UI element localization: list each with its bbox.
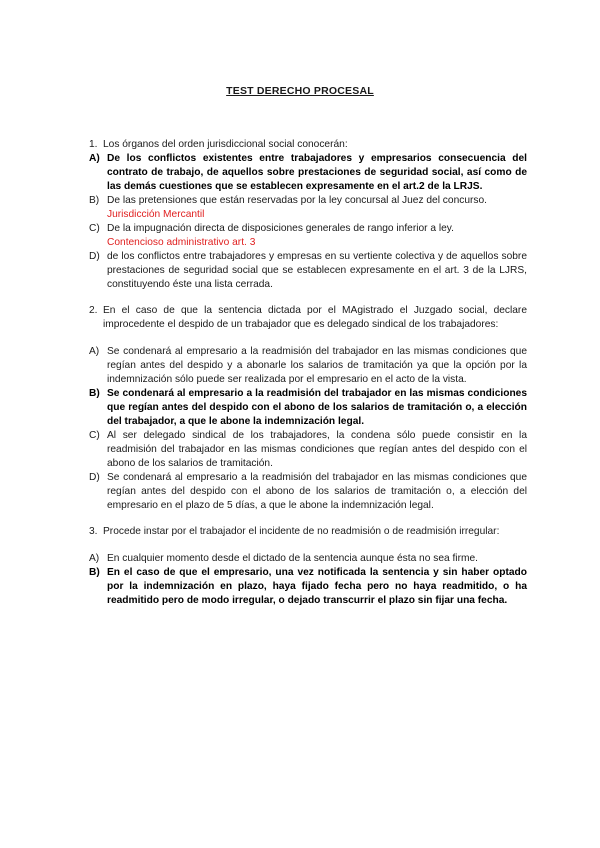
option-label: C) bbox=[89, 430, 100, 441]
option-label: B) bbox=[89, 567, 100, 578]
question-number: 1. bbox=[89, 139, 98, 150]
question-2 bbox=[89, 304, 527, 332]
option-text: Se condenará al empresario a la readmisión del trabajador en las mismas condiciones que regían antes del despido con el abono de los salarios de tramitación o, a elección del empresario en el plazo de 5 días, a que le abone la indemnización legal. bbox=[107, 472, 527, 511]
option-label: A) bbox=[89, 553, 100, 564]
option-text: En cualquier momento desde el dictado de la sentencia aunque ésta no sea firme. bbox=[107, 553, 478, 564]
question-1 bbox=[89, 138, 527, 152]
option-3a bbox=[89, 552, 527, 566]
answer-note: Contencioso administrativo art. 3 bbox=[107, 237, 256, 248]
option-text: Se condenará al empresario a la readmisión del trabajador en las mismas condiciones que regían antes del despido y a abonarle los salarios de tramitación ya que la opción por la indemnización sólo puede ser realizada por el empresario en el acto de la vista. bbox=[107, 346, 527, 385]
option-1d bbox=[89, 250, 527, 292]
option-2d bbox=[89, 471, 527, 513]
option-body bbox=[107, 194, 527, 222]
option-text: De los conflictos existentes entre trabajadores y empresarios consecuencia del contrato de trabajo, de aquellos sobre prestaciones de seguridad social, así como de las demás cuestiones que se establecen expresamente en el art.2 de la LRJS. bbox=[107, 153, 527, 192]
document-body bbox=[89, 138, 527, 608]
answer-note: Jurisdicción Mercantil bbox=[107, 209, 205, 220]
option-text: De la impugnación directa de disposiciones generales de rango inferior a ley. bbox=[107, 223, 454, 234]
option-label: B) bbox=[89, 195, 100, 206]
option-label: A) bbox=[89, 346, 100, 357]
option-2c bbox=[89, 429, 527, 471]
question-number: 3. bbox=[89, 526, 98, 537]
question-3 bbox=[89, 525, 527, 539]
option-1b bbox=[89, 194, 527, 222]
option-2a bbox=[89, 345, 527, 387]
option-text: Se condenará al empresario a la readmisión del trabajador en las mismas condiciones que regían antes del despido con el abono de los salarios de tramitación o, a elección del trabajador, a que le abone la indemnización legal. bbox=[107, 388, 527, 427]
document-title: TEST DERECHO PROCESAL bbox=[226, 85, 374, 97]
option-2b bbox=[89, 387, 527, 429]
question-text: Los órganos del orden jurisdiccional social conocerán: bbox=[103, 139, 348, 150]
option-text: En el caso de que el empresario, una vez notificada la sentencia y sin haber optado por la indemnización en plazo, haya fijado fecha pero no haya readmitido, o ha readmitido pero de modo irregular, o dejado transcurrir el plazo sin fijar una fecha. bbox=[107, 567, 527, 606]
option-text: Al ser delegado sindical de los trabajadores, la condena sólo puede consistir en la readmisión del trabajador en las mismas condiciones que regían antes del despido con el abono de los salarios de tramitación. bbox=[107, 430, 527, 469]
option-text: de los conflictos entre trabajadores y empresas en su vertiente colectiva y de aquellos sobre prestaciones de seguridad social que se establecen expresamente en el art. 3 de la LJRS, constituyendo éste una lista cerrada. bbox=[107, 251, 527, 290]
option-text: De las pretensiones que están reservadas por la ley concursal al Juez del concurso. bbox=[107, 195, 487, 206]
option-label: D) bbox=[89, 472, 100, 483]
question-text: Procede instar por el trabajador el incidente de no readmisión o de readmisión irregular: bbox=[103, 526, 500, 537]
question-number: 2. bbox=[89, 305, 98, 316]
option-label: C) bbox=[89, 223, 100, 234]
option-label: A) bbox=[89, 153, 100, 164]
option-1c bbox=[89, 222, 527, 250]
question-text: En el caso de que la sentencia dictada por el MAgistrado el Juzgado social, declare improcedente el despido de un trabajador que es delegado sindical de los trabajadores: bbox=[103, 305, 527, 330]
option-label: D) bbox=[89, 251, 100, 262]
option-1a bbox=[89, 152, 527, 194]
option-label: B) bbox=[89, 388, 100, 399]
option-body bbox=[107, 222, 527, 250]
option-3b bbox=[89, 566, 527, 608]
